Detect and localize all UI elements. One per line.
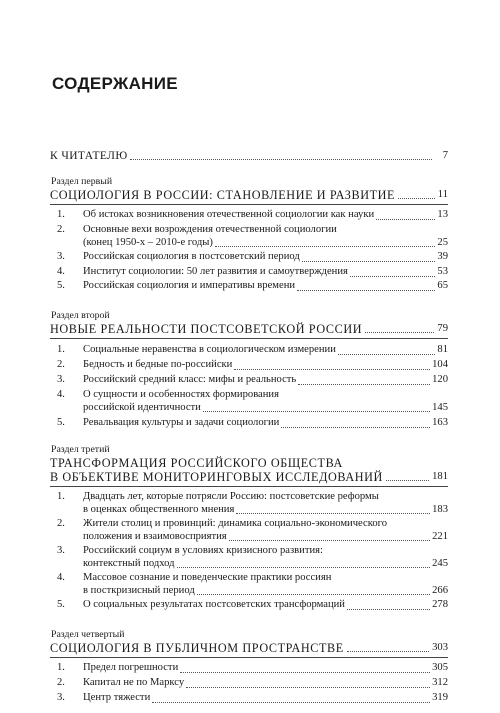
- section-label: Раздел третий: [51, 444, 110, 455]
- leader-dots: [338, 354, 436, 355]
- toc-entry-title: К ЧИТАТЕЛЮ: [50, 150, 128, 162]
- toc-page-number: 305: [432, 662, 448, 673]
- item-number: 5.: [57, 599, 65, 610]
- toc-item[interactable]: [50, 251, 448, 264]
- section-title-row[interactable]: [50, 641, 448, 655]
- toc-item[interactable]: [50, 344, 448, 357]
- item-title-cont: в оценках общественного мнения: [83, 503, 235, 515]
- leader-dots: [236, 513, 430, 514]
- section-title-cont: В ОБЪЕКТИВЕ МОНИТОРИНГОВЫХ ИССЛЕДОВАНИЙ: [50, 470, 383, 484]
- leader-dots: [177, 567, 431, 568]
- toc-item[interactable]: [50, 662, 448, 675]
- item-number: 3.: [57, 692, 65, 703]
- toc-item[interactable]: [50, 491, 448, 516]
- leader-dots: [347, 651, 429, 652]
- item-number: 2.: [57, 518, 65, 529]
- leader-dots: [234, 369, 430, 370]
- leader-dots: [297, 290, 435, 291]
- section-title: СОЦИОЛОГИЯ В ПУБЛИЧНОМ ПРОСТРАНСТВЕ: [50, 641, 344, 655]
- leader-dots: [215, 246, 436, 247]
- toc-page-number: 319: [432, 692, 448, 703]
- leader-dots: [180, 672, 430, 673]
- section-title-row[interactable]: [50, 188, 448, 202]
- item-title: Капитал не по Марксу: [83, 677, 185, 688]
- leader-dots: [298, 384, 430, 385]
- item-number: 1.: [57, 491, 65, 502]
- toc-page-number: 303: [432, 642, 448, 653]
- item-title-cont: в посткризисный период: [83, 584, 195, 596]
- toc-item[interactable]: [50, 692, 448, 705]
- item-title: Центр тяжести: [83, 692, 151, 703]
- section-label: Раздел первый: [51, 176, 113, 187]
- leader-dots: [398, 198, 435, 199]
- toc-page-number: 7: [442, 150, 448, 161]
- item-title: Ревальвация культуры и задачи социологии: [83, 417, 280, 428]
- item-title: Социальные неравенства в социологическом измерении: [83, 344, 336, 355]
- toc-page-number: 25: [437, 236, 448, 248]
- toc-page-number: 13: [437, 209, 448, 220]
- item-title: Жители столиц и провинций: динамика социально-экономического: [83, 518, 387, 529]
- item-title: О сущности и особенностях формирования: [83, 389, 279, 400]
- item-number: 2.: [57, 359, 65, 370]
- toc-item[interactable]: [50, 209, 448, 222]
- item-number: 3.: [57, 545, 65, 556]
- toc-page-number: 53: [437, 266, 448, 277]
- toc-page-number: 11: [437, 189, 448, 200]
- item-number: 1.: [57, 209, 65, 220]
- leader-dots: [152, 702, 430, 703]
- toc-item[interactable]: [50, 572, 448, 597]
- item-number: 5.: [57, 280, 65, 291]
- toc-page-number: 312: [432, 677, 448, 688]
- item-title-cont: положения и взаимовосприятия: [83, 530, 227, 542]
- item-title: Предел погрешности: [83, 662, 179, 673]
- toc-page-number: 163: [432, 417, 448, 428]
- item-number: 5.: [57, 417, 65, 428]
- section-label: Раздел четвертый: [51, 629, 125, 640]
- item-number: 2.: [57, 677, 65, 688]
- page-title: СОДЕРЖАНИЕ: [52, 74, 178, 93]
- section-divider: [50, 486, 448, 487]
- toc-item[interactable]: [50, 224, 448, 249]
- toc-item[interactable]: [50, 545, 448, 570]
- section-title-row[interactable]: [50, 322, 448, 336]
- leader-dots: [347, 609, 430, 610]
- leader-dots: [281, 427, 430, 428]
- item-number: 4.: [57, 266, 65, 277]
- leader-dots: [130, 158, 432, 160]
- item-title: Об истоках возникновения отечественной социологии как науки: [83, 209, 375, 220]
- item-title: Российский социум в условиях кризисного развития:: [83, 545, 323, 556]
- toc-page-number: 181: [432, 471, 448, 482]
- toc-page-number: 183: [432, 503, 448, 515]
- item-number: 4.: [57, 572, 65, 583]
- toc-page-number: 120: [432, 374, 448, 385]
- item-title-cont: (конец 1950-х – 2010-е годы): [83, 236, 213, 248]
- section-title: НОВЫЕ РЕАЛЬНОСТИ ПОСТСОВЕТСКОЙ РОССИИ: [50, 322, 363, 336]
- toc-item[interactable]: [50, 417, 448, 430]
- toc-page-number: 104: [432, 359, 448, 370]
- section-title-row[interactable]: [50, 470, 448, 484]
- leader-dots: [203, 411, 430, 412]
- toc-page-number: 145: [432, 401, 448, 413]
- item-title: Массовое сознание и поведенческие практики россиян: [83, 572, 332, 583]
- toc-item[interactable]: [50, 677, 448, 690]
- section-title: ТРАНСФОРМАЦИЯ РОССИЙСКОГО ОБЩЕСТВА: [50, 456, 343, 470]
- item-title: Институт социологии: 50 лет развития и самоутверждения: [83, 266, 348, 277]
- toc-item[interactable]: [50, 266, 448, 279]
- toc-entry-intro[interactable]: [50, 150, 448, 162]
- section-divider: [50, 657, 448, 658]
- leader-dots: [350, 276, 436, 277]
- leader-dots: [302, 261, 436, 262]
- item-title: Российская социология в постсоветский период: [83, 251, 300, 262]
- section-title: СОЦИОЛОГИЯ В РОССИИ: СТАНОВЛЕНИЕ И РАЗВИТИЕ: [50, 188, 396, 202]
- toc-page-number: 245: [432, 557, 448, 569]
- item-number: 1.: [57, 662, 65, 673]
- item-number: 3.: [57, 374, 65, 385]
- section-divider: [50, 204, 448, 205]
- toc-page-number: 221: [432, 530, 448, 542]
- toc-item[interactable]: [50, 599, 448, 612]
- item-number: 4.: [57, 389, 65, 400]
- item-number: 2.: [57, 224, 65, 235]
- item-title: Бедность и бедные по-российски: [83, 359, 233, 370]
- section-label: Раздел второй: [51, 310, 110, 321]
- toc-page-number: 79: [437, 323, 448, 334]
- toc-item[interactable]: [50, 389, 448, 414]
- section-divider: [50, 338, 448, 339]
- toc-item[interactable]: [50, 518, 448, 543]
- item-title: О социальных результатах постсоветских трансформаций: [83, 599, 345, 610]
- item-title: Двадцать лет, которые потрясли Россию: постсоветские реформы: [83, 491, 379, 502]
- item-number: 1.: [57, 344, 65, 355]
- toc-page-number: 39: [437, 251, 448, 262]
- toc-page-number: 266: [432, 584, 448, 596]
- leader-dots: [197, 594, 430, 595]
- leader-dots: [386, 480, 429, 481]
- item-title: Российский средний класс: мифы и реальность: [83, 374, 297, 385]
- toc-item[interactable]: [50, 374, 448, 387]
- item-title-cont: российской идентичности: [83, 401, 201, 413]
- toc-page-number: 81: [437, 344, 448, 355]
- toc-page-number: 65: [437, 280, 448, 291]
- leader-dots: [186, 687, 430, 688]
- leader-dots: [365, 332, 434, 333]
- leader-dots: [376, 219, 435, 220]
- toc-item[interactable]: [50, 359, 448, 372]
- toc-page-number: 278: [432, 599, 448, 610]
- item-title-cont: контекстный подход: [83, 557, 175, 569]
- item-title: Основные вехи возрождения отечественной социологии: [83, 224, 337, 235]
- leader-dots: [229, 540, 430, 541]
- toc-item[interactable]: [50, 280, 448, 293]
- item-title: Российская социология и императивы времени: [83, 280, 296, 291]
- item-number: 3.: [57, 251, 65, 262]
